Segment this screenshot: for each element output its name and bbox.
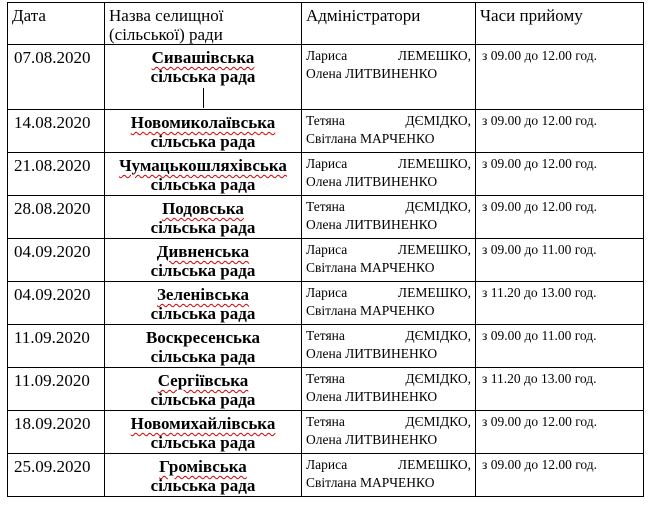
admin1-last-name: ЛЕМЕШКО, [397,457,471,472]
admin2-name: Світлана МАРЧЕНКО [306,260,435,275]
table-row [8,196,644,239]
admin2-name: Світлана МАРЧЕНКО [306,131,435,146]
date-cell: 04.09.2020 [8,282,105,325]
council-cell [105,454,302,497]
council-name: Воскресенська [145,328,261,347]
header-council: Назва селищної (сільської) ради [105,3,302,45]
council-cell [105,110,302,153]
council-cell [105,45,302,110]
admin1-first-name: Лариса [306,457,348,472]
admins-cell [302,45,476,110]
table-row [8,153,644,196]
council-name: Сивашівська [151,48,255,67]
hours-cell: з 09.00 до 12.00 год. [476,196,644,239]
date-cell: 14.08.2020 [8,110,105,153]
council-type: сільська рада [150,132,256,151]
date-cell: 18.09.2020 [8,411,105,454]
admin1-first-name: Тетяна [306,414,345,429]
council-name: Дивненська [156,242,250,261]
admin1-last-name: ЛЕМЕШКО, [397,156,471,171]
table-row [8,368,644,411]
hours-cell: з 11.20 до 13.00 год. [476,368,644,411]
council-name: Громівська [159,457,247,476]
admins-cell [302,454,476,497]
admin1-last-name: ЛЕМЕШКО, [397,48,471,63]
council-cell [105,368,302,411]
admin1-last-name: ДЄМІДКО, [405,199,471,214]
admin2-name: Світлана МАРЧЕНКО [306,475,435,490]
admin1-first-name: Лариса [306,242,348,257]
council-type: сільська рада [150,347,256,366]
hours-cell: з 11.20 до 13.00 год. [476,282,644,325]
table-row [8,282,644,325]
admins-cell [302,110,476,153]
table-row [8,411,644,454]
header-row [8,3,644,45]
table-row [8,325,644,368]
council-name: Новомиколаївська [130,113,276,132]
council-cell [105,325,302,368]
council-cell [105,196,302,239]
council-type: сільська рада [150,175,256,194]
table-row [8,45,644,110]
admins-cell [302,282,476,325]
council-cell [105,153,302,196]
admin1-first-name: Лариса [306,285,348,300]
admin2-name: Світлана МАРЧЕНКО [306,303,435,318]
council-type: сільська рада [150,218,256,237]
admins-cell [302,325,476,368]
hours-cell: з 09.00 до 12.00 год. [476,454,644,497]
admins-cell [302,196,476,239]
council-name: Новомихайлівська [130,414,276,433]
council-name: Сергіївська [157,371,249,390]
admin2-name: Олена ЛИТВИНЕНКО [306,346,438,361]
hours-cell: з 09.00 до 12.00 год. [476,110,644,153]
admin2-name: Олена ЛИТВИНЕНКО [306,432,438,447]
admins-cell [302,368,476,411]
text-cursor [203,88,204,108]
council-type: сільська рада [150,67,256,86]
council-name: Зеленівська [156,285,250,304]
council-cell [105,282,302,325]
header-admins: Адміністратори [302,3,476,45]
admins-cell [302,153,476,196]
date-cell: 07.08.2020 [8,45,105,110]
admin1-last-name: ДЄМІДКО, [405,371,471,386]
council-type: сільська рада [150,433,256,452]
admin1-first-name: Тетяна [306,328,345,343]
admin1-first-name: Тетяна [306,371,345,386]
admin1-last-name: ЛЕМЕШКО, [397,242,471,257]
council-type: сільська рада [150,304,256,323]
admin2-name: Олена ЛИТВИНЕНКО [306,174,438,189]
admin2-name: Олена ЛИТВИНЕНКО [306,217,438,232]
council-cell [105,411,302,454]
date-cell: 25.09.2020 [8,454,105,497]
admin2-name: Олена ЛИТВИНЕНКО [306,389,438,404]
schedule-table [7,2,644,497]
date-cell: 28.08.2020 [8,196,105,239]
admin1-last-name: ДЄМІДКО, [405,414,471,429]
council-type: сільська рада [150,261,256,280]
header-hours: Часи прийому [476,3,644,45]
admin1-last-name: ДЄМІДКО, [405,113,471,128]
date-cell: 21.08.2020 [8,153,105,196]
hours-cell: з 09.00 до 11.00 год. [476,239,644,282]
table-row [8,454,644,497]
council-cell [105,239,302,282]
council-type: сільська рада [150,390,256,409]
admin2-name: Олена ЛИТВИНЕНКО [306,66,438,81]
council-type: сільська рада [150,476,256,495]
date-cell: 11.09.2020 [8,368,105,411]
table-row [8,110,644,153]
table-row [8,239,644,282]
admin1-last-name: ДЄМІДКО, [405,328,471,343]
council-name: Чумацькошляхівська [119,156,287,175]
hours-cell: з 09.00 до 12.00 год. [476,153,644,196]
admin1-first-name: Лариса [306,156,348,171]
hours-cell: з 09.00 до 12.00 год. [476,411,644,454]
council-name: Подовська [162,199,244,218]
date-cell: 04.09.2020 [8,239,105,282]
date-cell: 11.09.2020 [8,325,105,368]
hours-cell: з 09.00 до 11.00 год. [476,325,644,368]
admin1-first-name: Тетяна [306,113,345,128]
admin1-first-name: Тетяна [306,199,345,214]
admins-cell [302,411,476,454]
hours-cell: з 09.00 до 12.00 год. [476,45,644,110]
header-date: Дата [8,3,105,45]
admin1-first-name: Лариса [306,48,348,63]
admins-cell [302,239,476,282]
admin1-last-name: ЛЕМЕШКО, [397,285,471,300]
